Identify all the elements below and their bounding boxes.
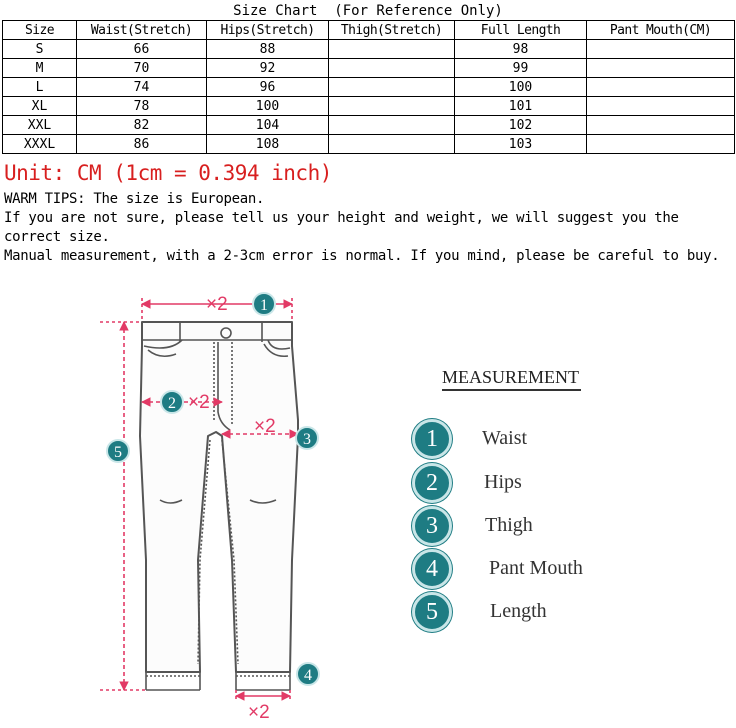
legend-item-pant-mouth [412,549,632,589]
table-row [3,78,735,97]
marker-2-badge [161,391,183,413]
cell-thigh [329,40,455,59]
cell-full-length: 101 [455,97,587,116]
pant-mouth-multiplier: ×2 [248,702,270,723]
cell-hips: 88 [207,40,329,59]
cell-pant-mouth [587,78,735,97]
thigh-multiplier: ×2 [254,416,276,437]
cell-waist: 70 [77,59,207,78]
cell-pant-mouth [587,59,735,78]
cell-hips: 100 [207,97,329,116]
cell-waist: 82 [77,116,207,135]
cell-waist: 66 [77,40,207,59]
cell-size: XXXL [3,135,77,154]
legend-number-badge: 5 [412,592,452,632]
cell-full-length: 103 [455,135,587,154]
legend-label: Waist [482,427,528,449]
cell-full-length: 98 [455,40,587,59]
table-row [3,116,735,135]
cell-pant-mouth [587,40,735,59]
manual-measurement-note: Manual measurement, with a 2-3cm error is normal. If you mind, please be careful to buy. [4,248,720,264]
cell-full-length: 102 [455,116,587,135]
legend-item-length [412,592,612,632]
table-row [3,40,735,59]
pants-measurement-diagram [0,284,736,728]
marker-3-badge [296,427,318,449]
cell-full-length: 100 [455,78,587,97]
header-pant-mouth: Pant Mouth(CM) [587,21,735,40]
marker-4-badge [297,663,319,685]
legend-label: Thigh [485,514,533,536]
measurement-legend-title: MEASUREMENT [442,366,581,391]
cell-size: XL [3,97,77,116]
header-waist: Waist(Stretch) [77,21,207,40]
marker-1-badge [253,293,275,315]
marker-3-number: 3 [303,431,311,448]
cell-full-length: 99 [455,59,587,78]
cell-pant-mouth [587,135,735,154]
cell-size: L [3,78,77,97]
cell-pant-mouth [587,116,735,135]
legend-item-thigh [412,506,612,546]
size-suggestion-note: If you are not sure, please tell us your height and weight, we will suggest you the correct size. [4,210,679,245]
header-thigh: Thigh(Stretch) [329,21,455,40]
size-chart-table [2,20,735,154]
marker-5-badge [107,440,129,462]
cell-thigh [329,116,455,135]
legend-number-badge: 2 [412,463,452,503]
cell-hips: 96 [207,78,329,97]
cell-hips: 108 [207,135,329,154]
header-size: Size [3,21,77,40]
header-full-length: Full Length [455,21,587,40]
header-hips: Hips(Stretch) [207,21,329,40]
cell-thigh [329,78,455,97]
hips-multiplier: ×2 [188,392,210,413]
cell-thigh [329,135,455,154]
legend-number-badge: 1 [412,419,452,459]
legend-item-waist [412,419,612,459]
marker-4-number: 4 [304,667,312,684]
cell-hips: 104 [207,116,329,135]
table-row [3,59,735,78]
cell-thigh [329,97,455,116]
cell-waist: 86 [77,135,207,154]
cell-hips: 92 [207,59,329,78]
cell-size: M [3,59,77,78]
pants-outline [140,322,298,672]
waist-multiplier: ×2 [206,294,228,315]
marker-2-number: 2 [168,395,176,412]
size-chart-title: Size Chart (For Reference Only) [233,3,503,19]
cell-pant-mouth [587,97,735,116]
legend-item-hips [412,463,612,503]
cell-size: XXL [3,116,77,135]
legend-label: Hips [484,471,522,493]
cell-waist: 78 [77,97,207,116]
cell-waist: 74 [77,78,207,97]
legend-label: Length [490,600,547,622]
marker-5-number: 5 [114,444,122,461]
table-header-row [3,21,735,40]
cell-size: S [3,40,77,59]
warm-tips-note: WARM TIPS: The size is European. [4,191,265,207]
legend-number-badge: 3 [412,506,452,546]
legend-label: Pant Mouth [489,557,583,579]
table-row [3,97,735,116]
unit-note: Unit: CM (1cm = 0.394 inch) [4,161,332,185]
marker-1-number: 1 [260,297,268,314]
table-row [3,135,735,154]
cell-thigh [329,59,455,78]
legend-number-badge: 4 [412,549,452,589]
